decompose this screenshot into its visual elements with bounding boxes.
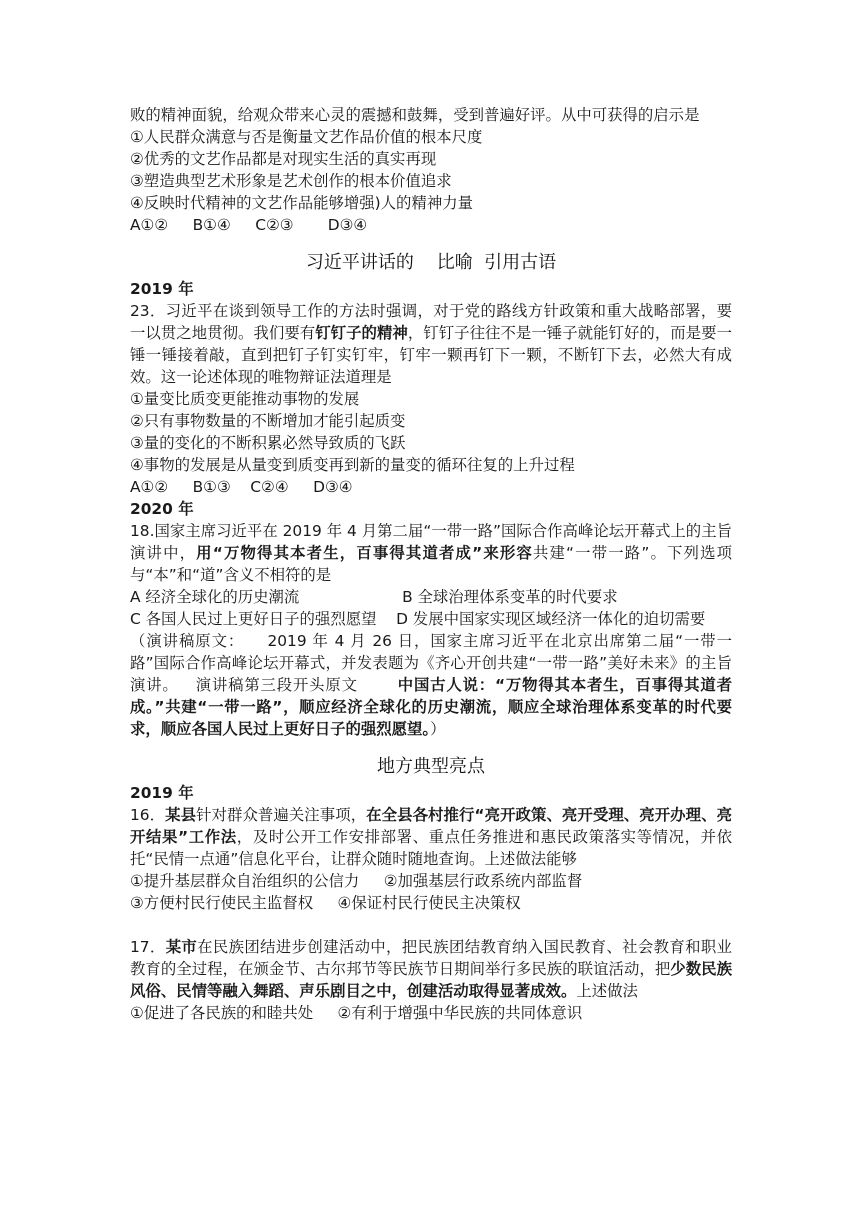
section-heading-local: 地方典型亮点 — [377, 756, 485, 777]
question-number: 17． — [130, 938, 166, 956]
option-2: ②只有事物数量的不断增加才能引起质变 — [130, 412, 406, 430]
option-4: ④事物的发展是从量变到质变再到新的量变的循环往复的上升过程 — [130, 456, 575, 474]
question-number: 16． — [130, 806, 166, 824]
question-bold-text: 某县 — [165, 806, 197, 824]
option-1: ①人民群众满意与否是衡量文艺作品价值的根本尺度 — [130, 128, 483, 146]
year-label: 2019 年 — [130, 280, 194, 298]
question-16 — [130, 804, 732, 870]
question-bold-text: 少数民族风俗、民情等融入舞蹈、声乐剧目之中，创建活动取得显著成效。 — [130, 960, 732, 1000]
year-label: 2019 年 — [130, 784, 194, 802]
question-text: ，及时公开工作安排部署、重点任务推进和惠民政策落实等情况，并依托“民情一点通”信息化平台，让群众随时随地查询。上述做法能够 — [130, 828, 732, 868]
option-12: ①促进了各民族的和睦共处 ②有利于增强中华民族的共同体意识 — [130, 1004, 583, 1022]
note-bold-text: 中国古人说：“万物得其本者生，百事得其道者成。”共建“一带一路”，顺应经济全球化的历史潮流，顺应全球治理体系变革的时代要求，顺应各国人民过上更好日子的强烈愿望。 — [130, 676, 732, 738]
option-2: ②优秀的文艺作品都是对现实生活的真实再现 — [130, 150, 437, 168]
note-text: ） — [430, 720, 446, 738]
question-text: 18.国家主席习近平在 2019 年 4 月第二届“一带一路”国际合作高峰论坛开幕式上的主旨演讲中， — [130, 522, 732, 562]
question-text: ，钉钉子往往不是一锤子就能钉好的，而是要一锤一锤接着敲，直到把钉子钉实钉牢，钉牢一颗再钉下一颗，不断钉下去，必然大有成效。这一论述体现的唯物辩证法道理是 — [130, 324, 732, 386]
speech-note — [130, 630, 732, 740]
answer-choices: A①② B①④ C②③ D③④ — [130, 216, 368, 234]
question-text: 针对群众普遍关注事项， — [196, 806, 367, 824]
question-bold-text: 某市 — [165, 938, 198, 956]
question-text: 共建“一带一路”。下列选项与“本”和“道”含义不相符的是 — [130, 544, 733, 584]
question-text: 23．习近平在谈到领导工作的方法时强调，对于党的路线方针政策和重大战略部署，要一以贯之地贯彻。我们要有 — [130, 302, 732, 342]
option-34: ③方便村民行使民主监督权 ④保证村民行使民主决策权 — [130, 894, 521, 912]
question-text: 上述做法 — [576, 982, 638, 1000]
option-1: ①量变比质变更能推动事物的发展 — [130, 390, 360, 408]
question-bold-text: 在全县各村推行“亮开政策、亮开受理、亮开办理、亮开结果”工作法 — [130, 806, 732, 846]
option-cd: C 各国人民过上更好日子的强烈愿望 D 发展中国家实现区域经济一体化的迫切需要 — [130, 610, 706, 628]
option-3: ③塑造典型艺术形象是艺术创作的根本价值追求 — [130, 172, 452, 190]
note-text: （演讲稿原文： 2019 年 4 月 26 日，国家主席习近平在北京出席第二届“一带一路”国际合作高峰论坛开幕式，并发表题为《齐心开创共建“一带一路”美好未来》的主旨演讲。 演讲稿第三段开头原文 — [130, 632, 732, 694]
spacer — [130, 914, 732, 936]
question-23 — [130, 300, 732, 388]
question-bold-text: 钉钉子的精神 — [315, 324, 408, 342]
option-ab: A 经济全球化的历史潮流 B 全球治理体系变革的时代要求 — [130, 588, 618, 606]
question-18 — [130, 520, 732, 586]
option-3: ③量的变化的不断积累必然导致质的飞跃 — [130, 434, 406, 452]
section-heading-quotes: 习近平讲话的 比喻 引用古语 — [305, 252, 557, 273]
question-bold-text: 用“万物得其本者生，百事得其道者成”来形容 — [196, 544, 533, 562]
document-page — [130, 104, 732, 1024]
option-12: ①提升基层群众自治组织的公信力 ②加强基层行政系统内部监督 — [130, 872, 583, 890]
question-intro: 败的精神面貌，给观众带来心灵的震撼和鼓舞，受到普遍好评。从中可获得的启示是 — [130, 106, 700, 124]
question-text: 在民族团结进步创建活动中，把民族团结教育纳入国民教育、社会教育和职业教育的全过程，在颁金节、古尔邦节等民族节日期间举行多民族的联谊活动，把 — [130, 938, 732, 978]
answer-choices: A①② B①③ C②④ D③④ — [130, 478, 353, 496]
year-label: 2020 年 — [130, 500, 194, 518]
question-17 — [130, 936, 732, 1002]
option-4: ④反映时代精神的文艺作品能够增强)人的精神力量 — [130, 194, 474, 212]
